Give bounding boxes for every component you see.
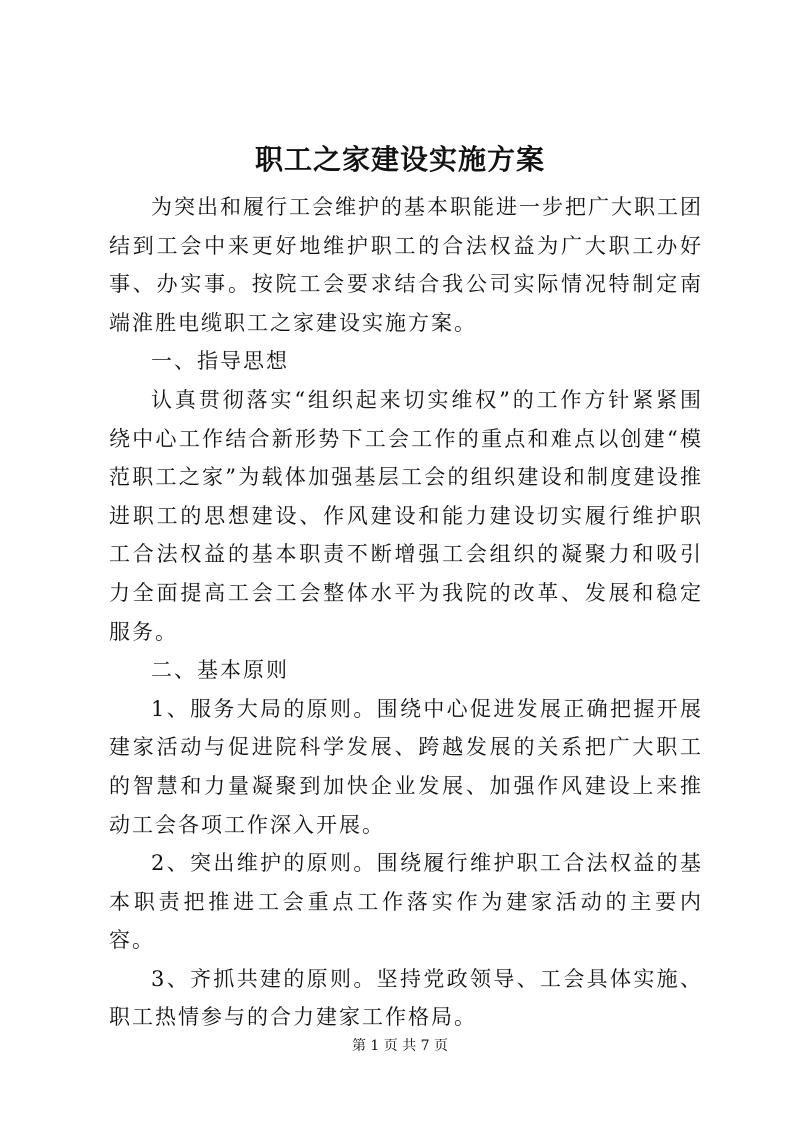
paragraph-principle-1: 1、服务大局的原则。围绕中心促进发展正确把握开展建家活动与促进院科学发展、跨越发展的关系把广大职工的智慧和力量凝聚到加快企业发展、加强作风建设上来推动工会各项工作深入开展。 — [109, 696, 703, 837]
paragraph-guiding-thought: 认真贯彻落实“组织起来切实维权”的工作方针紧紧围绕中心工作结合新形势下工会工作的重点和难点以创建“模范职工之家”为载体加强基层工会的组织建设和制度建设推进职工的思想建设、作风建设和能力建设切实履行维护职工合法权益的基本职责不断增强工会组织的凝聚力和吸引力全面提高工会工会整体水平为我院的改革、发展和稳定服务。 — [109, 387, 703, 644]
document-body — [109, 188, 703, 1037]
paragraph-intro: 为突出和履行工会维护的基本职能进一步把广大职工团结到工会中来更好地维护职工的合法权益为广大职工办好事、办实事。按院工会要求结合我公司实际情况特制定南端淮胜电缆职工之家建设实施方案。 — [109, 195, 703, 335]
paragraph-principle-3: 3、齐抓共建的原则。坚持党政领导、工会具体实施、职工热情参与的合力建家工作格局。 — [109, 966, 703, 1030]
paragraph-principle-2: 2、突出维护的原则。围绕履行维护职工合法权益的基本职责把推进工会重点工作落实作为建家活动的主要内容。 — [109, 851, 703, 953]
document-title: 职工之家建设实施方案 — [254, 143, 545, 176]
page-footer: 第 1 页 共 7 页 — [351, 1038, 449, 1054]
section-heading-basic-principles: 二、基本原则 — [151, 658, 289, 683]
section-heading-guiding-thought: 一、指导思想 — [151, 349, 289, 374]
